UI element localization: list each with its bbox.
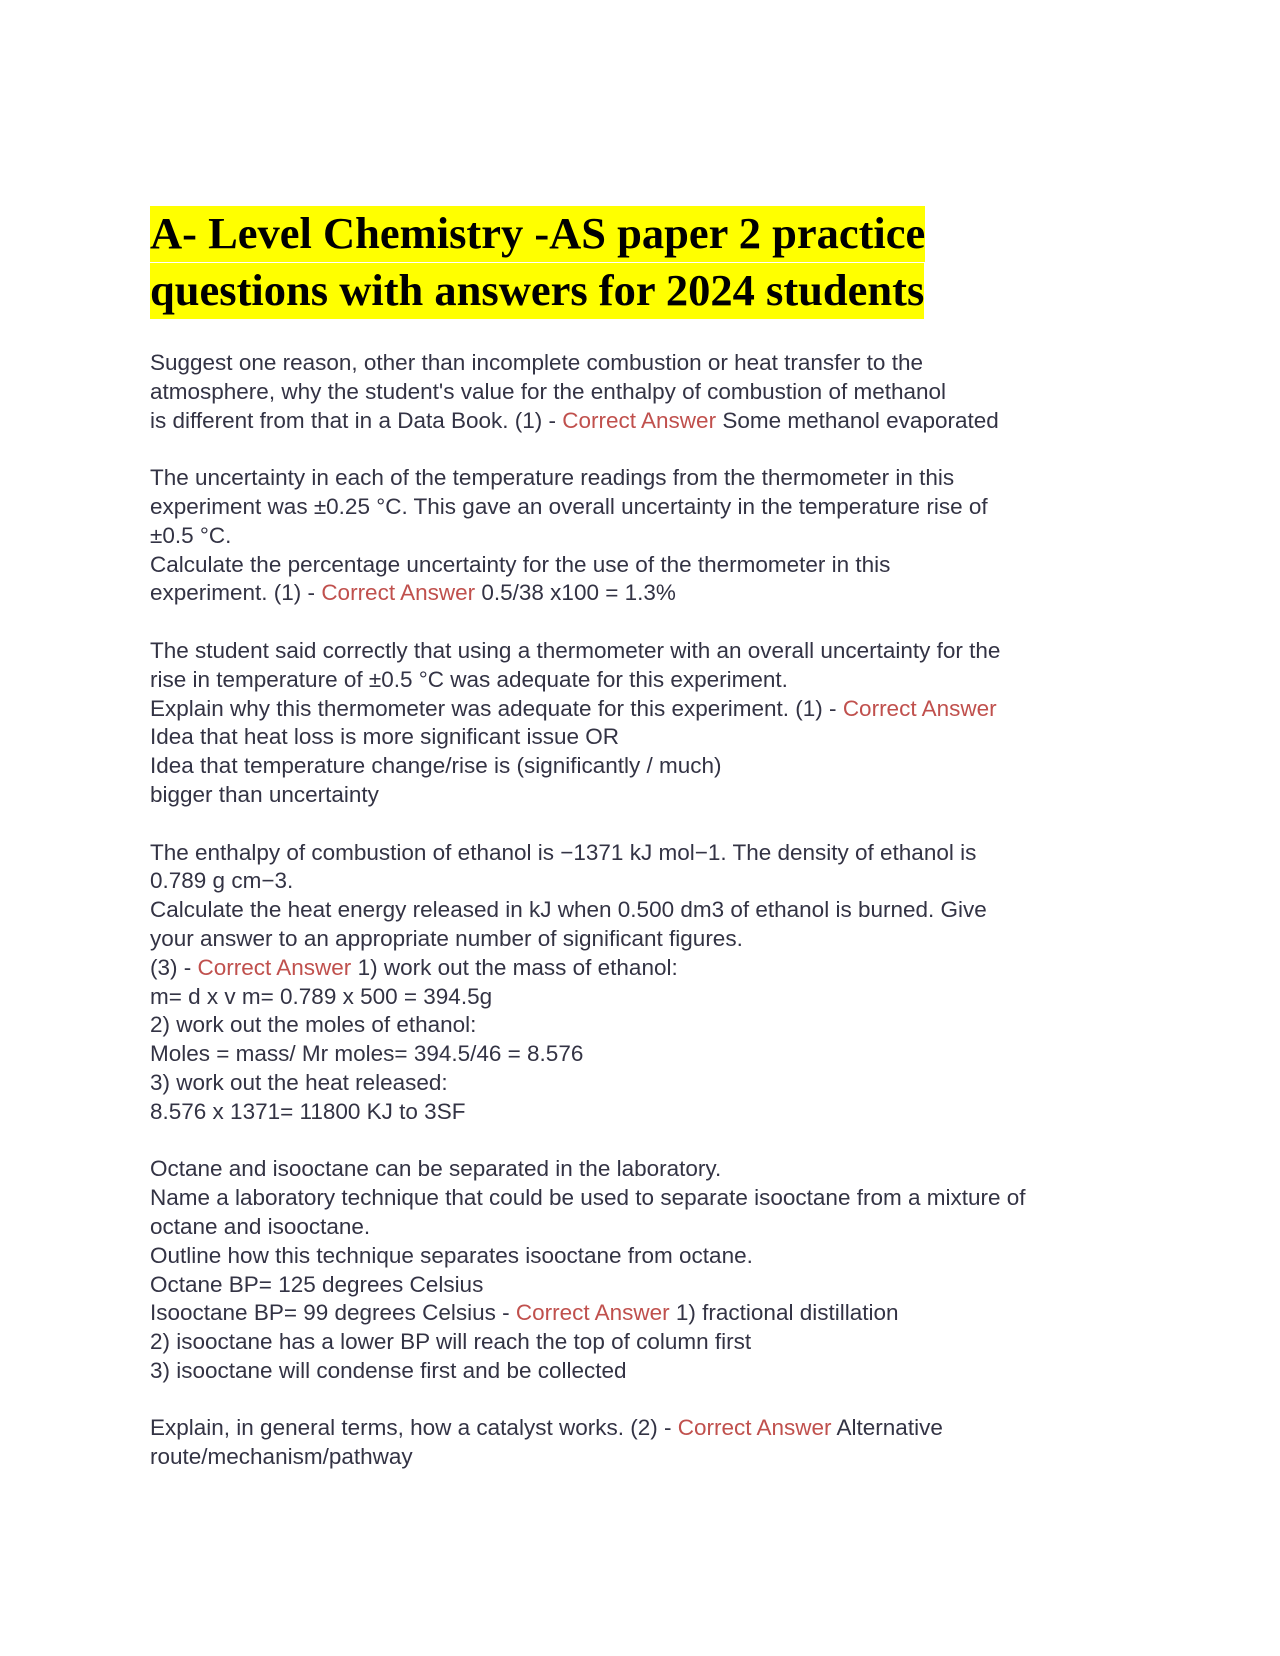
answer-text: 0.5/38 x100 = 1.3%	[475, 580, 676, 606]
text-line: 3) work out the heat released:	[150, 1069, 448, 1095]
question-text: Explain, in general terms, how a catalyst works. (2) -	[150, 1415, 678, 1441]
text-line: Moles = mass/ Mr moles= 394.5/46 = 8.576	[150, 1041, 584, 1067]
document-title-highlight	[150, 206, 925, 319]
text-line: atmosphere, why the student's value for the enthalpy of combustion of methanol	[150, 378, 947, 404]
text-line	[150, 1414, 1150, 1443]
question-text: Explain why this thermometer was adequate for this experiment. (1) -	[150, 695, 843, 721]
correct-answer-label: Correct Answer	[842, 695, 997, 721]
text-line	[150, 1299, 1150, 1328]
question-block	[150, 1155, 1150, 1385]
answer-text: 1) work out the mass of ethanol:	[351, 954, 678, 980]
text-line: route/mechanism/pathway	[150, 1444, 413, 1470]
text-line: The student said correctly that using a thermometer with an overall uncertainty for the	[150, 637, 1001, 663]
text-line: m= d x v m= 0.789 x 500 = 394.5g	[150, 983, 493, 1009]
question-answer-list	[150, 349, 1150, 1472]
text-line: Idea that temperature change/rise is (significantly / much)	[150, 753, 722, 779]
text-line: 0.789 g cm−3.	[150, 868, 294, 894]
text-line: octane and isooctane.	[150, 1213, 371, 1239]
text-line: Calculate the heat energy released in kJ when 0.500 dm3 of ethanol is burned. Give	[150, 897, 987, 923]
text-line: ±0.5 °C.	[150, 522, 232, 548]
question-text: experiment. (1) -	[150, 580, 322, 606]
text-line: Suggest one reason, other than incomplete combustion or heat transfer to the	[150, 350, 923, 375]
text-line: bigger than uncertainty	[150, 781, 379, 807]
question-text: Isooctane BP= 99 degrees Celsius -	[150, 1300, 516, 1326]
correct-answer-label: Correct Answer	[562, 407, 717, 433]
text-line	[150, 407, 1150, 436]
answer-text: Some methanol evaporated	[716, 407, 999, 433]
question-text: (3) -	[150, 954, 198, 980]
title-line-2: questions with answers for 2024 students	[150, 265, 925, 315]
question-block	[150, 637, 1150, 810]
text-line: Idea that heat loss is more significant issue OR	[150, 724, 619, 750]
correct-answer-label: Correct Answer	[321, 580, 476, 606]
text-line: The enthalpy of combustion of ethanol is −1371 kJ mol−1. The density of ethanol is	[150, 839, 977, 865]
correct-answer-label: Correct Answer	[677, 1415, 832, 1441]
text-line: rise in temperature of ±0.5 °C was adequate for this experiment.	[150, 666, 788, 692]
text-line: Calculate the percentage uncertainty for the use of the thermometer in this	[150, 551, 891, 577]
text-line	[150, 954, 1150, 983]
question-block	[150, 1414, 1150, 1472]
document-page	[150, 205, 1150, 1501]
text-line: Octane and isooctane can be separated in the laboratory.	[150, 1156, 722, 1182]
text-line: The uncertainty in each of the temperature readings from the thermometer in this	[150, 465, 955, 491]
question-block	[150, 464, 1150, 608]
title-line-1: A- Level Chemistry -AS paper 2 practice	[150, 208, 926, 258]
question-block	[150, 839, 1150, 1127]
question-text: is different from that in a Data Book. (1) -	[150, 407, 563, 433]
text-line: 8.576 x 1371= 11800 KJ to 3SF	[150, 1098, 466, 1124]
text-line: Name a laboratory technique that could be used to separate isooctane from a mixture of	[150, 1185, 1026, 1211]
text-line: 2) work out the moles of ethanol:	[150, 1012, 477, 1038]
answer-text: Alternative	[831, 1415, 943, 1441]
text-line: 2) isooctane has a lower BP will reach the top of column first	[150, 1329, 752, 1355]
correct-answer-label: Correct Answer	[515, 1300, 670, 1326]
document-title	[150, 205, 1150, 319]
text-line	[150, 695, 1150, 724]
text-line: your answer to an appropriate number of significant figures.	[150, 925, 743, 951]
text-line: experiment was ±0.25 °C. This gave an overall uncertainty in the temperature rise of	[150, 493, 988, 519]
text-line: Outline how this technique separates isooctane from octane.	[150, 1242, 753, 1268]
correct-answer-label: Correct Answer	[197, 954, 352, 980]
question-block	[150, 349, 1150, 435]
text-line: 3) isooctane will condense first and be collected	[150, 1357, 627, 1383]
text-line: Octane BP= 125 degrees Celsius	[150, 1271, 484, 1297]
text-line	[150, 579, 1150, 608]
answer-text: 1) fractional distillation	[669, 1300, 899, 1326]
